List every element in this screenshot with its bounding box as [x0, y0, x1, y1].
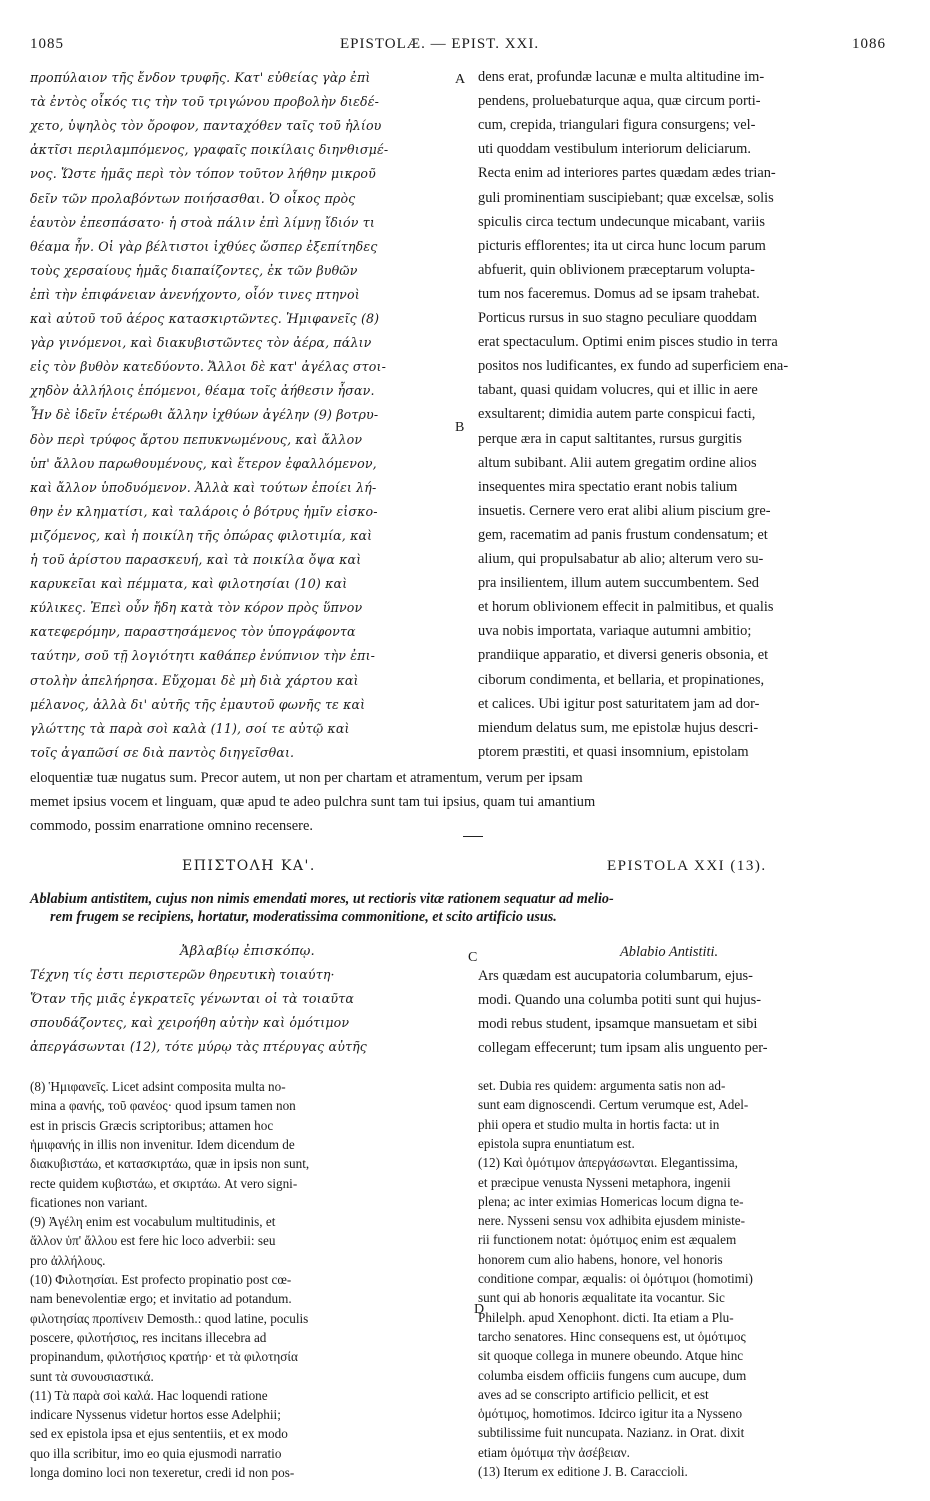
notes-left-line: pro ἀλλήλους. — [30, 1252, 106, 1268]
latin-col-line: spiculis circa tectum undecunque micabant, variis — [478, 213, 765, 230]
page-number-right: 1086 — [852, 36, 886, 52]
latin-col-line: erat spectaculum. Optimi enim pisces studio in terra — [478, 334, 778, 351]
notes-left-line: recte quidem κυβιστάω, et σκιρτάω. At vero signi- — [30, 1175, 298, 1191]
notes-left-line: poscere, φιλοτήσιος, res incitans illecebra ad — [30, 1329, 267, 1345]
greek-address: Ἀβλαβίῳ ἐπισκόπῳ. — [180, 944, 315, 959]
margin-letter-a: A — [455, 72, 466, 87]
latin-address: Ablabio Antistiti. — [620, 944, 719, 960]
notes-left-line: ἄλλον ὑπ' ἄλλου est fere hic loco adverbii: seu — [30, 1233, 276, 1249]
notes-left-line: est in priscis Græcis scriptoribus; attamen hoc — [30, 1117, 274, 1133]
notes-left-line: sunt τὰ συνουσιαστικά. — [30, 1368, 154, 1384]
notes-right-line: ὁμότιμος, homotimos. Idcirco igitur ita a Nysseno — [478, 1406, 743, 1422]
notes-left-line: nam benevolentiæ ergo; et invitatio ad potandum. — [30, 1291, 292, 1307]
notes-right-line: sunt eam dignoscendi. Certum verumque est, Adel- — [478, 1097, 749, 1113]
greek-col-line: δεῖν τῶν προλαβόντων ποιήσασθαι. Ὁ οἶκος πρὸς — [30, 190, 356, 206]
greek-col-line: καρυκεῖαι καὶ πέμματα, καὶ φιλοτησίαι (10) καὶ — [30, 576, 348, 592]
greek-col-line: Ἦν δὲ ἰδεῖν ἑτέρωθι ἄλλην ἰχθύων ἀγέλην (9) βοτρυ- — [30, 407, 379, 423]
greek-col-line: θέαμα ἦν. Οἱ γὰρ βέλτιστοι ἰχθύες ὥσπερ ἐξεπίτηδες — [30, 238, 378, 254]
notes-left-line: (11) Τὰ παρὰ σοὶ καλά. Hac loquendi ratione — [30, 1387, 268, 1403]
running-title: EPISTOLÆ. — EPIST. XXI. — [340, 36, 540, 52]
latin-col-line: dens erat, profundæ lacunæ e multa altitudine im- — [478, 69, 765, 85]
notes-left-line: ἡμιφανής in illis non invenitur. Idem dicendum de — [30, 1136, 295, 1152]
greek-col-line: ταύτην, σοῦ τῇ λογιότητι καθάπερ ἐνύπνιον τὴν ἐπι- — [30, 648, 376, 664]
latin-col-line: uva nobis importata, variaque autumni ambitio; — [478, 623, 752, 640]
greek-col-line: ἑαυτὸν ἐπεσπάσατο· ἡ στοὰ πάλιν ἐπὶ λίμνῃ ἴδιόν τι — [30, 214, 375, 230]
greek-col-line: γὰρ γινόμενοι, καὶ διακυβιστῶντες τὸν ἀέρα, πάλιν — [30, 335, 372, 351]
page-number-left: 1085 — [30, 36, 64, 52]
notes-left-line: (8) Ἡμιφανεῖς. Licet adsint composita multa no- — [30, 1079, 286, 1094]
notes-left-line: (10) Φιλοτησίαι. Est profecto propinatio post cœ- — [30, 1272, 292, 1287]
latin-col-line: positos nos ludificantes, ex fundo ad superficiem ena- — [478, 358, 789, 375]
notes-left-line: φιλοτησίας προπίνειν Demosth.: quod latine, poculis — [30, 1310, 309, 1326]
full-lines-line: memet ipsius vocem et linguam, quæ apud te adeo pulchra sunt tam tui ipsius, quam tui amantium — [30, 794, 596, 811]
margin-letter-c: C — [468, 950, 478, 965]
greek-col-line: μέλανος, ἀλλὰ δι' αὐτῆς τῆς ἐμαυτοῦ φωνῆς τε καὶ — [30, 696, 366, 712]
greek-col-line: τὰ ἐντὸς οἶκός τις τὴν τοῦ τριγώνου προβολὴν διεδέ- — [30, 94, 380, 110]
greek-col-line: καὶ αὐτοῦ τοῦ ἀέρος κατασκιρτῶντες. Ἡμιφανεῖς (8) — [30, 311, 380, 326]
latin-col-line: gem, racematim ad panis frustum condensatum; et — [478, 526, 768, 543]
latin-col-line: tum nos faceremus. Domus ad se ipsam trahebat. — [478, 285, 760, 302]
greek-heading: ΕΠΙΣΤΟΛΗ ΚΑ'. — [182, 858, 316, 874]
latin-col-line: Porticus rursus in suo stagno peculiare quoddam — [478, 310, 757, 326]
separator-rule — [463, 836, 483, 837]
latin-col-line: ptorem præstiti, et quasi insomnium, epistolam — [478, 743, 749, 760]
notes-right-line: subtilissime fuit nuncupata. Nazianz. in Orat. dixit — [478, 1425, 745, 1441]
notes-right-line: et præcipue venusta Nysseni metaphora, ingenii — [478, 1174, 731, 1190]
latin-col-line: Recta enim ad interiores partes quædam ædes trian- — [478, 165, 776, 182]
notes-left-line: sed ex epistola ipsa et ejus sententiis, et ex modo — [30, 1426, 288, 1442]
greek-col-line: κύλικες. Ἐπεὶ οὖν ἤδη κατὰ τὸν κόρον πρὸς ὕπνον — [30, 600, 363, 616]
greek-col-line: χετο, ὑψηλὸς τὸν ὄροφον, πανταχόθεν ταῖς τοῦ ἡλίου — [30, 118, 382, 134]
ep-greek-line: ἀπεργάσωνται (12), τότε μύρῳ τὰς πτέρυγας αὐτῆς — [30, 1039, 368, 1054]
summary-line: Ablabium antistitem, cujus non nimis emendati mores, ut rectioris vitæ rationem sequatur ad melio- — [30, 891, 614, 907]
greek-col-line: ὑπ' ἄλλου παρωθουμένους, καὶ ἕτερον ἐφαλλόμενον, — [30, 455, 377, 471]
greek-col-line: ἐπὶ τὴν ἐπιφάνειαν ἀνενήχοντο, οἷόν τινες πτηνοὶ — [30, 286, 360, 302]
notes-left-line: διακυβιστάω, et κατασκιρτάω, quæ in ipsis non sunt, — [30, 1156, 310, 1172]
notes-right-line: sunt qui ab honoris æqualitate ita vocantur. Sic — [478, 1290, 725, 1306]
greek-col-line: ἀκτῖσι περιλαμπόμενος, γραφαῖς ποικίλαις διηνθισμέ- — [30, 142, 389, 158]
ep-greek-line: Τέχνη τίς ἐστι περιστερῶν θηρευτικὴ τοιαύτη· — [30, 967, 335, 982]
summary-line: rem frugem se recipiens, hortatur, moderatissima commonitione, et scito artificio usus. — [50, 909, 557, 925]
latin-col-line: tabant, quasi quidam volucres, qui et illic in aere — [478, 382, 758, 399]
notes-left-line: ficationes non variant. — [30, 1194, 148, 1210]
latin-col-line: prandiique apparatio, et diversi generis obsonia, et — [478, 647, 769, 664]
notes-right-line: set. Dubia res quidem: argumenta satis non ad- — [478, 1078, 726, 1093]
greek-col-line: τοὺς χερσαίους ἡμᾶς διαπαίζοντες, ἐκ τῶν βυθῶν — [30, 262, 358, 278]
notes-right-line: honorem cum alio habens, honore, vel honoris — [478, 1251, 723, 1267]
greek-col-line: τοῖς ἀγαπῶσί σε διὰ παντὸς διηγεῖσθαι. — [30, 744, 295, 760]
latin-heading: EPISTOLA XXI (13). — [607, 858, 767, 874]
greek-col-line: εἰς τὸν βυθὸν κατεδύοντο. Ἄλλοι δὲ κατ' ἀγέλας στοι- — [30, 359, 386, 375]
notes-right-line: plena; ac inter eximias Homericas locum digna te- — [478, 1193, 744, 1209]
greek-col-line: νος. Ὥστε ἡμᾶς περὶ τὸν τόπον τοῦτον λήθην μικροῦ — [30, 166, 376, 182]
notes-right-line: columba eisdem officiis fungens cum aucupe, dum — [478, 1367, 747, 1383]
notes-left-line: (9) Ἀγέλη enim est vocabulum multitudinis, et — [30, 1214, 276, 1230]
latin-col-line: cum, crepida, triangulari figura consurgens; vel- — [478, 117, 756, 134]
notes-left-line: longa domino loci non texeretur, credi id non pos- — [30, 1465, 295, 1480]
latin-col-line: perque æra in caput saltitantes, rursus gurgitis — [478, 430, 742, 447]
notes-right-line: epistola supra enuntiatum est. — [478, 1135, 635, 1151]
greek-col-line: θην ἐν κληματίσι, καὶ ταλάροις ὁ βότρυς ἡμῖν εἰσκο- — [30, 503, 378, 519]
latin-col-line: altum subibant. Alii autem gregatim ordine alios — [478, 454, 757, 471]
greek-col-line: γλώττης τὰ παρὰ σοὶ καλὰ (11), σοί τε αὐτῷ καὶ — [30, 720, 350, 736]
notes-right-line: Philelph. apud Xenophont. dicti. Ita etiam a Plu- — [478, 1309, 734, 1325]
greek-col-line: καὶ ἄλλον ὑποδυόμενον. Ἀλλὰ καὶ τούτων ἐποίει λή- — [30, 479, 377, 495]
full-lines-line: commodo, possim enarratione omnino recensere. — [30, 818, 313, 835]
ep-latin-line: collegam effecerunt; tum ipsam alis unguento per- — [478, 1040, 768, 1056]
margin-letter-d: D — [474, 1302, 485, 1317]
latin-col-line: abfuerit, quin oblivionem præceptarum volupta- — [478, 261, 755, 278]
greek-col-line: μιζόμενος, καὶ ἡ ποικίλη τῆς ὀπώρας φιλοτιμία, καὶ — [30, 527, 373, 543]
notes-left-line: quo illa scribitur, imo eo quia ejusmodi narratio — [30, 1445, 282, 1461]
latin-col-line: pendens, proluebaturque aqua, quæ circum porti- — [478, 93, 761, 110]
ep-latin-line: modi. Quando una columba potiti sunt qui hujus- — [478, 992, 761, 1008]
greek-col-line: χηδὸν ἀλλήλοις ἑπόμενοι, θέαμα τοῖς ἀήθεσιν ἦσαν. — [30, 383, 375, 399]
latin-col-line: insequentes mira spectatio erant nobis talium — [478, 478, 738, 495]
notes-left-line: indicare Nyssenus videtur hortos esse Adelphii; — [30, 1407, 281, 1423]
margin-letter-b: B — [455, 420, 465, 435]
notes-right-line: conditione compar, æqualis: οἱ ὁμότιμοι (homotimi) — [478, 1271, 753, 1286]
latin-col-line: insuetis. Cernere vero erat alibi alium piscium gre- — [478, 502, 771, 519]
ep-greek-line: Ὅταν τῆς μιᾶς ἐγκρατεῖς γένωνται οἱ τὰ τοιαῦτα — [30, 991, 354, 1006]
latin-col-line: et calices. Ubi igitur post saturitatem jam ad dor- — [478, 695, 760, 712]
greek-col-line: ἡ τοῦ ἀρίστου παρασκευή, καὶ τὰ ποικίλα ὄψα καὶ — [30, 552, 362, 567]
greek-col-line: κατεφερόμην, παραστησάμενος τὸν ὑπογράφοντα — [30, 624, 356, 640]
notes-right-line: (12) Καὶ ὁμότιμον ἀπεργάσωνται. Elegantissima, — [478, 1155, 738, 1171]
ep-greek-line: σπουδάζοντες, καὶ χειροήθη αὐτὴν καὶ ὁμότιμον — [30, 1015, 350, 1030]
notes-right-line: rii functionem notat: ὁμότιμος enim est æqualem — [478, 1232, 737, 1248]
latin-col-line: et horum oblivionem effecit in palmitibus, et qualis — [478, 599, 774, 616]
latin-col-line: exsultarent; dimidia autem parte conspicui facti, — [478, 406, 756, 423]
greek-col-line: προπύλαιον τῆς ἔνδον τρυφῆς. Κατ' εὐθείας γὰρ ἐπὶ — [30, 70, 371, 85]
notes-right-line: aves ad se conscripto artificio pellicit, et est — [478, 1386, 709, 1402]
latin-col-line: uti quoddam vestibulum interiorum deliciarum. — [478, 141, 751, 158]
notes-left-line: propinandum, φιλοτήσιος κρατήρ· et τὰ φιλοτησία — [30, 1349, 298, 1365]
latin-col-line: guli prominentiam suscipiebant; quæ excelsæ, solis — [478, 189, 774, 206]
notes-right-line: etiam ὁμότιμα τὴν ἀσέβειαν. — [478, 1444, 630, 1460]
notes-right-line: tarcho senatores. Hinc consequens est, ut ὁμότιμος — [478, 1328, 746, 1344]
ep-latin-line: Ars quædam est aucupatoria columbarum, ejus- — [478, 968, 753, 984]
greek-col-line: στολὴν ἀπελήρησα. Εὔχομαι δὲ μὴ διὰ χάρτου καὶ — [30, 672, 359, 688]
greek-col-line: δὸν περὶ τρύφος ἄρτου πεπυκνωμένους, καὶ ἄλλον — [30, 431, 363, 447]
notes-right-line: nere. Nysseni sensu vox adhibita ejusdem ministe- — [478, 1213, 745, 1229]
notes-right-line: phii opera et studio multa in hortis facta: ut in — [478, 1116, 720, 1132]
latin-col-line: ciborum condimenta, et bellaria, et propinationes, — [478, 671, 765, 688]
notes-left-line: mina a φανής, τοῦ φανέος· quod ipsum tamen non — [30, 1098, 296, 1114]
latin-col-line: picturis efflorentes; ita ut circa hunc locum parum — [478, 237, 766, 254]
latin-col-line: miendum delatus sum, me epistolæ hujus descri- — [478, 719, 759, 736]
notes-right-line: sit quoque collega in munere obeundo. Atque hinc — [478, 1348, 744, 1364]
full-lines-line: eloquentiæ tuæ nugatus sum. Precor autem, ut non per chartam et atramentum, verum per ipsam — [30, 770, 583, 786]
latin-col-line: pra insilientem, illum autem succumbentem. Sed — [478, 575, 759, 592]
latin-col-line: alium, qui propulsabatur ab alio; alterum vero su- — [478, 551, 764, 567]
notes-right-line: (13) Iterum ex editione J. B. Caraccioli. — [478, 1464, 688, 1479]
ep-latin-line: modi rebus student, ipsamque mansuetam et sibi — [478, 1016, 758, 1032]
